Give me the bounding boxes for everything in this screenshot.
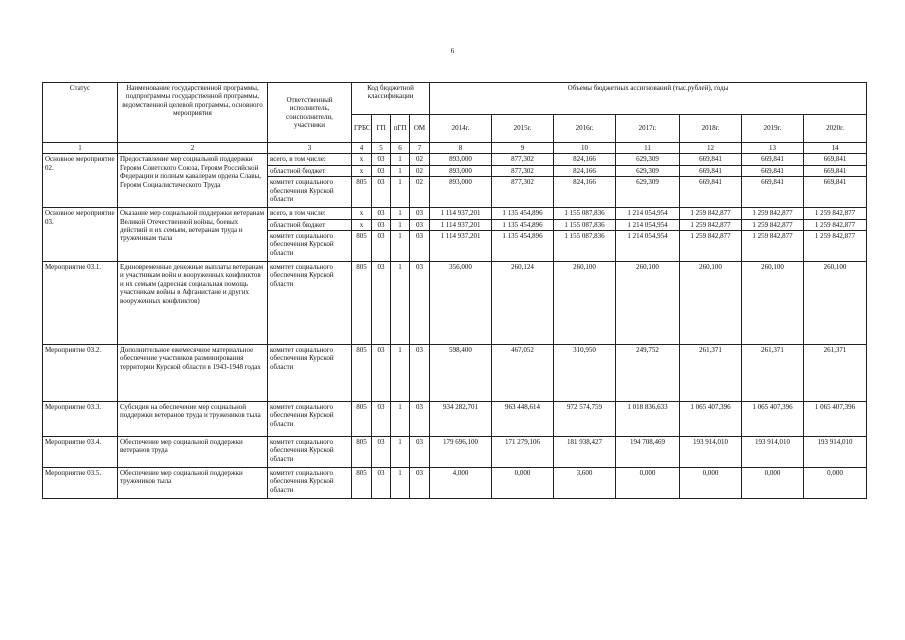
cell-pgp: 1 xyxy=(391,154,410,165)
row-responsible: комитет социального обеспечения Курской области xyxy=(268,230,352,261)
cell-pgp: 1 xyxy=(391,165,410,176)
cell-value: 1 155 087,836 xyxy=(554,230,616,261)
cell-value: 1 259 842,877 xyxy=(804,230,867,261)
cell-grbs: 805 xyxy=(352,344,372,401)
header-grbs: ГРБС xyxy=(352,115,372,143)
table-row xyxy=(43,261,867,344)
cell-value: 1 065 407,396 xyxy=(742,401,804,436)
cell-value: 3,600 xyxy=(554,467,616,498)
cell-pgp: 1 xyxy=(391,261,410,344)
cell-value: 1 259 842,877 xyxy=(742,230,804,261)
cell-grbs: 805 xyxy=(352,230,372,261)
column-number: 3 xyxy=(268,143,352,154)
cell-grbs: 805 xyxy=(352,467,372,498)
column-number: 7 xyxy=(410,143,430,154)
cell-grbs: х xyxy=(352,219,372,230)
cell-gp: 03 xyxy=(372,230,391,261)
cell-value: 669,841 xyxy=(804,165,867,176)
row-name: Обеспечение мер социальной поддержки ветеранов труда xyxy=(118,436,268,467)
column-number: 5 xyxy=(372,143,391,154)
row-name: Единовременные денежные выплаты ветеранам и участникам войн и вооруженных конфликтов и их семьям (адресная социальная помощь участникам войны в Афганистане и других вооруженных конфликтов) xyxy=(118,261,268,344)
cell-gp: 03 xyxy=(372,436,391,467)
cell-value: 261,371 xyxy=(804,344,867,401)
cell-value: 1 259 842,877 xyxy=(680,208,742,219)
cell-value: 934 282,701 xyxy=(430,401,492,436)
row-responsible: областной бюджет xyxy=(268,219,352,230)
cell-pgp: 1 xyxy=(391,344,410,401)
cell-grbs: х xyxy=(352,165,372,176)
cell-om: 03 xyxy=(410,261,430,344)
cell-value: 893,000 xyxy=(430,177,492,208)
cell-grbs: х xyxy=(352,154,372,165)
row-responsible: комитет социального обеспечения Курской области xyxy=(268,467,352,498)
cell-om: 02 xyxy=(410,154,430,165)
row-status: Мероприятие 03.1. xyxy=(43,261,118,344)
cell-value: 261,371 xyxy=(680,344,742,401)
cell-value: 972 574,759 xyxy=(554,401,616,436)
column-number: 1 xyxy=(43,143,118,154)
row-responsible: комитет социального обеспечения Курской области xyxy=(268,177,352,208)
cell-value: 824,166 xyxy=(554,177,616,208)
table-row xyxy=(43,401,867,436)
cell-value: 1 259 842,877 xyxy=(742,219,804,230)
cell-om: 03 xyxy=(410,219,430,230)
cell-pgp: 1 xyxy=(391,467,410,498)
column-number: 13 xyxy=(742,143,804,154)
cell-value: 260,100 xyxy=(742,261,804,344)
cell-value: 193 914,010 xyxy=(742,436,804,467)
budget-table xyxy=(42,82,867,499)
cell-value: 181 938,427 xyxy=(554,436,616,467)
column-number: 8 xyxy=(430,143,492,154)
cell-gp: 03 xyxy=(372,165,391,176)
cell-value: 669,841 xyxy=(680,154,742,165)
cell-pgp: 1 xyxy=(391,436,410,467)
table-row xyxy=(43,344,867,401)
cell-value: 1 135 454,896 xyxy=(492,230,554,261)
header-om: ОМ xyxy=(410,115,430,143)
cell-value: 824,166 xyxy=(554,165,616,176)
header-year: 2015г. xyxy=(492,115,554,143)
cell-value: 598,400 xyxy=(430,344,492,401)
header-year: 2016г. xyxy=(554,115,616,143)
cell-value: 669,841 xyxy=(742,177,804,208)
row-status: Основное мероприятие 03. xyxy=(43,208,118,262)
cell-pgp: 1 xyxy=(391,208,410,219)
cell-om: 03 xyxy=(410,344,430,401)
cell-gp: 03 xyxy=(372,344,391,401)
cell-value: 260,100 xyxy=(804,261,867,344)
cell-pgp: 1 xyxy=(391,230,410,261)
cell-gp: 03 xyxy=(372,261,391,344)
row-status: Основное мероприятие 02. xyxy=(43,154,118,208)
header-status: Статус xyxy=(43,83,118,143)
cell-value: 260,124 xyxy=(492,261,554,344)
cell-value: 629,309 xyxy=(616,177,680,208)
cell-gp: 03 xyxy=(372,401,391,436)
cell-value: 1 259 842,877 xyxy=(680,219,742,230)
cell-pgp: 1 xyxy=(391,401,410,436)
cell-value: 0,000 xyxy=(616,467,680,498)
cell-value: 669,841 xyxy=(804,177,867,208)
cell-value: 669,841 xyxy=(680,177,742,208)
cell-value: 467,052 xyxy=(492,344,554,401)
cell-value: 1 259 842,877 xyxy=(742,208,804,219)
header-budget-code: Код бюджетной классификации xyxy=(352,83,430,115)
table-row xyxy=(43,208,867,219)
column-number: 2 xyxy=(118,143,268,154)
header-year: 2018г. xyxy=(680,115,742,143)
cell-value: 249,752 xyxy=(616,344,680,401)
cell-value: 1 259 842,877 xyxy=(804,208,867,219)
cell-value: 261,371 xyxy=(742,344,804,401)
cell-gp: 03 xyxy=(372,208,391,219)
cell-value: 877,302 xyxy=(492,177,554,208)
cell-om: 03 xyxy=(410,467,430,498)
row-responsible: областной бюджет xyxy=(268,165,352,176)
column-number: 14 xyxy=(804,143,867,154)
cell-value: 356,000 xyxy=(430,261,492,344)
cell-value: 1 155 087,836 xyxy=(554,208,616,219)
cell-grbs: х xyxy=(352,208,372,219)
cell-om: 03 xyxy=(410,208,430,219)
cell-om: 02 xyxy=(410,177,430,208)
row-name: Оказание мер социальной поддержки ветеранам Великой Отечественной войны, боевых действий и их семьям, ветеранам труда и труженикам тыла xyxy=(118,208,268,262)
cell-value: 1 135 454,896 xyxy=(492,219,554,230)
cell-value: 260,100 xyxy=(680,261,742,344)
cell-value: 1 114 937,201 xyxy=(430,219,492,230)
table-row xyxy=(43,467,867,498)
cell-value: 893,000 xyxy=(430,165,492,176)
cell-om: 03 xyxy=(410,401,430,436)
cell-value: 171 279,106 xyxy=(492,436,554,467)
header-volumes: Объемы бюджетных ассигнований (тыс.рублей), годы xyxy=(430,83,867,115)
cell-value: 0,000 xyxy=(742,467,804,498)
cell-value: 877,302 xyxy=(492,154,554,165)
table-row xyxy=(43,436,867,467)
header-year: 2020г. xyxy=(804,115,867,143)
header-pgp: пГП xyxy=(391,115,410,143)
cell-value: 1 065 407,396 xyxy=(804,401,867,436)
cell-value: 260,100 xyxy=(616,261,680,344)
cell-gp: 03 xyxy=(372,219,391,230)
cell-value: 1 155 087,836 xyxy=(554,219,616,230)
column-number: 9 xyxy=(492,143,554,154)
cell-value: 669,841 xyxy=(804,154,867,165)
cell-value: 1 214 054,954 xyxy=(616,230,680,261)
cell-value: 963 448,614 xyxy=(492,401,554,436)
row-status: Мероприятие 03.2. xyxy=(43,344,118,401)
cell-value: 1 214 054,954 xyxy=(616,208,680,219)
cell-value: 1 114 937,201 xyxy=(430,208,492,219)
cell-gp: 03 xyxy=(372,177,391,208)
column-number: 6 xyxy=(391,143,410,154)
cell-value: 179 696,100 xyxy=(430,436,492,467)
cell-om: 02 xyxy=(410,165,430,176)
row-responsible: комитет социального обеспечения Курской области xyxy=(268,436,352,467)
row-responsible: комитет социального обеспечения Курской области xyxy=(268,401,352,436)
cell-value: 629,309 xyxy=(616,165,680,176)
cell-om: 03 xyxy=(410,230,430,261)
cell-value: 877,302 xyxy=(492,165,554,176)
cell-value: 629,309 xyxy=(616,154,680,165)
cell-pgp: 1 xyxy=(391,219,410,230)
cell-grbs: 805 xyxy=(352,401,372,436)
cell-value: 194 708,469 xyxy=(616,436,680,467)
cell-value: 1 214 054,954 xyxy=(616,219,680,230)
cell-value: 193 914,010 xyxy=(804,436,867,467)
header-year: 2017г. xyxy=(616,115,680,143)
row-status: Мероприятие 03.4. xyxy=(43,436,118,467)
cell-value: 1 018 836,633 xyxy=(616,401,680,436)
cell-gp: 03 xyxy=(372,154,391,165)
cell-gp: 03 xyxy=(372,467,391,498)
table-row xyxy=(43,154,867,165)
column-number: 4 xyxy=(352,143,372,154)
row-status: Мероприятие 03.5. xyxy=(43,467,118,498)
cell-value: 4,000 xyxy=(430,467,492,498)
cell-value: 669,841 xyxy=(742,154,804,165)
cell-value: 1 135 454,896 xyxy=(492,208,554,219)
cell-value: 193 914,010 xyxy=(680,436,742,467)
cell-om: 03 xyxy=(410,436,430,467)
cell-grbs: 805 xyxy=(352,177,372,208)
page-number: 6 xyxy=(450,47,455,55)
cell-value: 0,000 xyxy=(680,467,742,498)
column-number: 12 xyxy=(680,143,742,154)
row-name: Предоставление мер социальной поддержки Героям Советского Союза, Героям Российской Федерации и полным кавалерам ордена Славы, Героям Социалистического Труда xyxy=(118,154,268,208)
cell-value: 0,000 xyxy=(492,467,554,498)
cell-value: 0,000 xyxy=(804,467,867,498)
row-name: Субсидия на обеспечение мер социальной поддержки ветеранов труда и тружеников тыла xyxy=(118,401,268,436)
cell-value: 824,166 xyxy=(554,154,616,165)
cell-value: 669,841 xyxy=(742,165,804,176)
cell-value: 1 259 842,877 xyxy=(680,230,742,261)
cell-value: 1 065 407,396 xyxy=(680,401,742,436)
cell-value: 669,841 xyxy=(680,165,742,176)
row-name: Обеспечение мер социальной поддержки тружеников тыла xyxy=(118,467,268,498)
cell-grbs: 805 xyxy=(352,436,372,467)
cell-value: 893,000 xyxy=(430,154,492,165)
row-responsible: комитет социального обеспечения Курской области xyxy=(268,344,352,401)
row-status: Мероприятие 03.3. xyxy=(43,401,118,436)
cell-grbs: 805 xyxy=(352,261,372,344)
header-year: 2019г. xyxy=(742,115,804,143)
row-responsible: всего, в том числе: xyxy=(268,208,352,219)
row-name: Дополнительное ежемесячное материальное обеспечение участников разминирования территории Курской области в 1943-1948 годах xyxy=(118,344,268,401)
row-responsible: всего, в том числе: xyxy=(268,154,352,165)
cell-value: 310,950 xyxy=(554,344,616,401)
header-year: 2014г. xyxy=(430,115,492,143)
header-responsible: Ответственный исполнитель, соисполнители, участники xyxy=(268,83,352,143)
header-name: Наименование государственной программы, подпрограммы государственной программы, ведомственной целевой программы, основного мероприятия xyxy=(118,83,268,143)
column-number: 11 xyxy=(616,143,680,154)
cell-value: 1 114 937,201 xyxy=(430,230,492,261)
row-responsible: комитет социального обеспечения Курской области xyxy=(268,261,352,344)
header-gp: ГП xyxy=(372,115,391,143)
cell-value: 260,100 xyxy=(554,261,616,344)
cell-value: 1 259 842,877 xyxy=(804,219,867,230)
column-number: 10 xyxy=(554,143,616,154)
cell-pgp: 1 xyxy=(391,177,410,208)
